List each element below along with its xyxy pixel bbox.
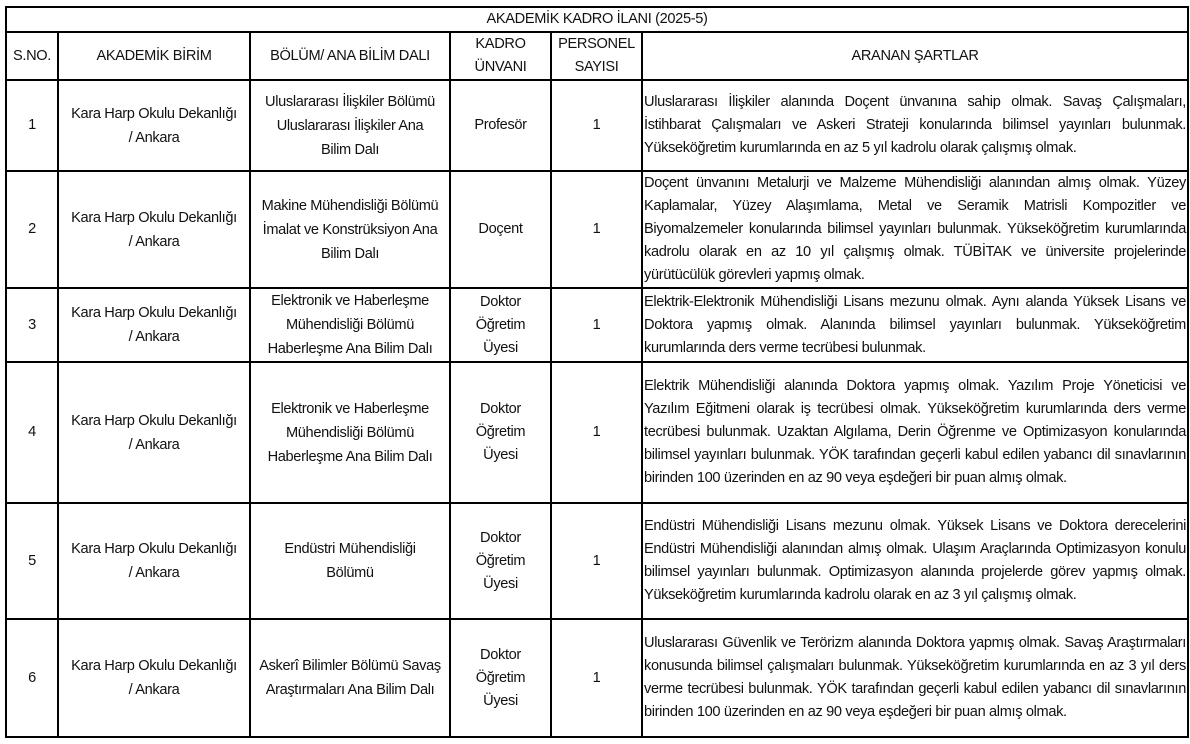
header-position-title-line1: KADRO	[475, 36, 526, 52]
cell-position-title-line: Öğretim	[475, 316, 526, 333]
cell-position-title-line: Üyesi	[483, 575, 518, 592]
header-sno: S.NO.	[6, 32, 58, 80]
title-row	[6, 7, 1188, 32]
cell-department-line: Bölümü	[326, 565, 374, 581]
cell-requirements: Uluslararası İlişkiler alanında Doçent ünvanına sahip olmak. Savaş Çalışmaları, İstihbarat Çalışmaları ve Askeri Strateji konularında bilimsel yayınları bulunmak. Yükseköğretim kurumlarında en az 5 yıl kadrolu olarak çalışmış olmak.	[642, 80, 1188, 171]
cell-staff-count: 1	[551, 288, 642, 362]
academic-unit-city: / Ankara	[128, 329, 180, 345]
cell-department-line: Araştırmaları Ana Bilim Dalı	[265, 682, 435, 698]
cell-department-line: Haberleşme Ana Bilim Dalı	[267, 341, 433, 357]
header-academic-unit: AKADEMİK BİRİM	[58, 32, 250, 80]
cell-department	[250, 171, 450, 288]
cell-sno: 2	[6, 171, 58, 288]
cell-department-line: Makine Mühendisliği Bölümü	[261, 197, 439, 214]
cell-position-title-line: Profesör	[474, 117, 527, 133]
cell-position-title-line: Doktor	[480, 401, 521, 417]
header-staff-count-line2: SAYISI	[574, 59, 619, 75]
cell-sno: 6	[6, 619, 58, 737]
cell-position-title	[450, 619, 551, 737]
cell-sno: 4	[6, 362, 58, 503]
cell-academic-unit	[58, 171, 250, 288]
cell-position-title-line: Öğretim	[475, 552, 526, 569]
cell-staff-count: 1	[551, 171, 642, 288]
table-body	[6, 80, 1188, 737]
cell-department	[250, 362, 450, 503]
cell-position-title-line: Üyesi	[483, 339, 518, 356]
table-row-6	[6, 619, 1188, 737]
header-position-title	[450, 32, 551, 80]
cell-academic-unit	[58, 503, 250, 619]
cell-staff-count: 1	[551, 503, 642, 619]
cell-position-title-line: Üyesi	[483, 447, 518, 463]
cell-staff-count: 1	[551, 80, 642, 171]
table-row-3	[6, 288, 1188, 362]
cell-staff-count: 1	[551, 619, 642, 737]
cell-sno: 5	[6, 503, 58, 619]
cell-position-title-line: Öğretim	[475, 424, 526, 440]
table-row-5	[6, 503, 1188, 619]
academic-unit-city: / Ankara	[128, 233, 180, 250]
cell-requirements: Uluslararası Güvenlik ve Terörizm alanında Doktora yapmış olmak. Savaş Araştırmaları konusunda bilimsel çalışmaları bulunmak. Yükseköğretim kurumlarında en az 3 yıl ders verme tecrübesi bulunmak. YÖK tarafından geçerli kabul edilen yabancı dil sınavlarının birinden 100 üzerinden en az 90 veya eşdeğeri bir puan almış olmak.	[642, 619, 1188, 737]
table-title: AKADEMİK KADRO İLANI (2025-5)	[6, 7, 1188, 32]
header-department: BÖLÜM/ ANA BİLİM DALI	[250, 32, 450, 80]
cell-requirements: Elektrik-Elektronik Mühendisliği Lisans mezunu olmak. Aynı alanda Yüksek Lisans ve Doktora yapmış olmak. Alanında bilimsel yayınları bulunmak. Yükseköğretim kurumlarında ders verme tecrübesi bulunmak.	[642, 288, 1188, 362]
cell-requirements: Endüstri Mühendisliği Lisans mezunu olmak. Yüksek Lisans ve Doktora derecelerini Endüstri Mühendisliği alanından almış olmak. Ulaşım Araçlarında Optimizasyon konulu bilimsel yayınları bulunmak. Optimizasyon alanında projelerde görev yapmış olmak. Yükseköğretim kurumlarında kadrolu olarak en az 3 yıl çalışmış olmak.	[642, 503, 1188, 619]
academic-unit-city: / Ankara	[128, 682, 180, 698]
table-row-2	[6, 171, 1188, 288]
cell-department-line: Elektronik ve Haberleşme	[271, 293, 429, 309]
table-row-4	[6, 362, 1188, 503]
academic-unit-name: Kara Harp Okulu Dekanlığı	[71, 658, 237, 674]
academic-staff-table	[5, 6, 1189, 738]
academic-unit-name: Kara Harp Okulu Dekanlığı	[71, 412, 237, 429]
academic-unit-name: Kara Harp Okulu Dekanlığı	[71, 541, 237, 557]
academic-unit-city: / Ankara	[128, 129, 180, 146]
cell-department-line: Haberleşme Ana Bilim Dalı	[267, 448, 433, 465]
academic-unit-name: Kara Harp Okulu Dekanlığı	[71, 209, 237, 226]
cell-position-title-line: Doktor	[480, 646, 521, 663]
cell-department	[250, 288, 450, 362]
cell-position-title	[450, 503, 551, 619]
cell-department-line: Bilim Dalı	[320, 245, 380, 262]
academic-unit-city: / Ankara	[128, 436, 180, 453]
header-position-title-line2: ÜNVANI	[474, 59, 527, 75]
cell-department	[250, 619, 450, 737]
academic-unit-name: Kara Harp Okulu Dekanlığı	[71, 105, 237, 122]
cell-department-line: İmalat ve Konstrüksiyon Ana	[262, 221, 438, 238]
cell-position-title-line: Doçent	[478, 221, 523, 237]
cell-sno: 1	[6, 80, 58, 171]
cell-position-title	[450, 80, 551, 171]
cell-requirements: Elektrik Mühendisliği alanında Doktora yapmış olmak. Yazılım Proje Yöneticisi ve Yazılım Eğitmeni olarak iş tecrübesi olmak. Yükseköğretim kurumlarında ders verme tecrübesi bulunmak. Uzaktan Algılama, Derin Öğrenme ve Optimizasyon konularında bilimsel yayınları bulunmak. YÖK tarafından geçerli kabul edilen yabancı dil sınavlarının birinden 100 üzerinden en az 90 veya eşdeğeri bir puan almış olmak.	[642, 362, 1188, 503]
cell-department-line: Endüstri Mühendisliği	[284, 541, 416, 557]
cell-department-line: Uluslararası İlişkiler Ana	[276, 117, 424, 134]
cell-department-line: Bilim Dalı	[320, 141, 380, 158]
cell-position-title-line: Doktor	[480, 529, 521, 546]
cell-requirements: Doçent ünvanını Metalurji ve Malzeme Mühendisliği alanından almış olmak. Yüzey Kaplamalar, Yüzey Alaşımlama, Metal ve Seramik Matrisli Kompozitler ve Biyomalzemeler konularında bilimsel yayınları bulunmak. Yükseköğretim kurumlarında kadrolu olarak en az 10 yıl çalışmış olmak. TÜBİTAK ve üniversite projelerinde yürütücülük görevleri yapmış olmak.	[642, 171, 1188, 288]
cell-department-line: Mühendisliği Bölümü	[285, 424, 414, 441]
cell-department-line: Mühendisliği Bölümü	[285, 317, 414, 333]
cell-academic-unit	[58, 80, 250, 171]
cell-position-title	[450, 288, 551, 362]
cell-department-line: Uluslararası İlişkiler Bölümü	[265, 93, 435, 110]
header-staff-count-line1: PERSONEL	[558, 36, 635, 52]
header-requirements: ARANAN ŞARTLAR	[642, 32, 1188, 80]
header-staff-count	[551, 32, 642, 80]
academic-unit-city: / Ankara	[128, 565, 180, 581]
cell-academic-unit	[58, 362, 250, 503]
cell-position-title-line: Öğretim	[475, 669, 526, 686]
cell-position-title-line: Doktor	[480, 293, 521, 310]
cell-position-title	[450, 362, 551, 503]
table-row-1	[6, 80, 1188, 171]
cell-department	[250, 80, 450, 171]
cell-sno: 3	[6, 288, 58, 362]
header-row	[6, 32, 1188, 80]
cell-academic-unit	[58, 288, 250, 362]
cell-staff-count: 1	[551, 362, 642, 503]
cell-department-line: Elektronik ve Haberleşme	[271, 400, 429, 417]
cell-academic-unit	[58, 619, 250, 737]
cell-position-title-line: Üyesi	[483, 692, 518, 709]
cell-department-line: Askerî Bilimler Bölümü Savaş	[259, 658, 441, 674]
academic-unit-name: Kara Harp Okulu Dekanlığı	[71, 305, 237, 321]
cell-position-title	[450, 171, 551, 288]
cell-department	[250, 503, 450, 619]
